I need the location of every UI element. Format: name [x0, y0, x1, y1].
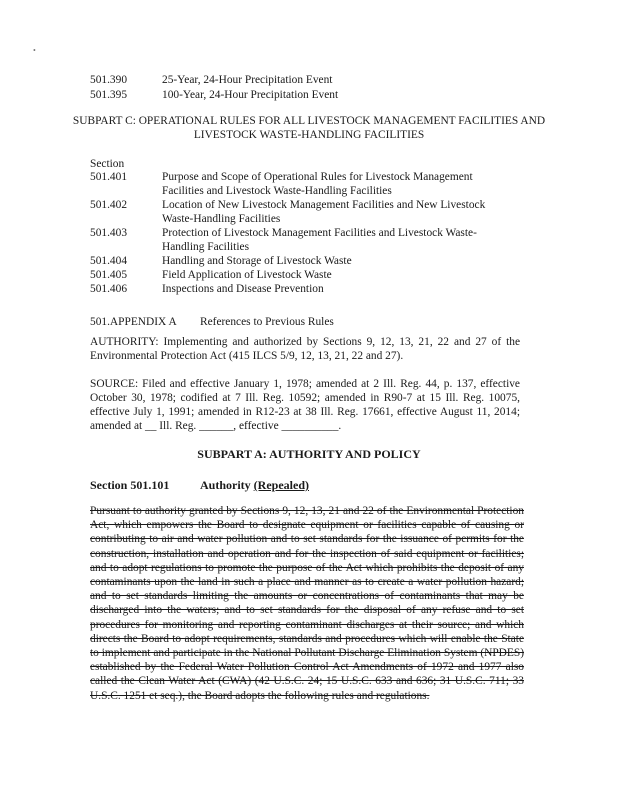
appendix-number: 501.APPENDIX A — [90, 316, 177, 328]
section-number: Section 501.101 — [90, 478, 170, 492]
struck-section-text: Pursuant to authority granted by Sections 9, 12, 13, 21 and 22 of the Environmental Protection Act, which empowers the Board to designate equipment or facilities capable of causing or contributing to air and water pollution and to set standards for the issuance of permits for the construction, installation and operation and for the inspection of said equipment or facilities; and to adopt regulations to promote the purpose of the Act which prohibits the deposit of any contaminants upon the land in such a place and manner as to create a water pollution hazard; and to set standards limiting the amounts or concentrations of contaminants that may be discharged into the waters; and to set standards for the disposal of any refuse and to set procedures for monitoring and reporting contaminant discharges at their source; and which directs the Board to adopt requirements, standards and procedures which will enable the State to implement and participate in the National Pollutant Discharge Elimination System (NPDES) established by the Federal Water Pollution Control Act Amendments of 1972 and 1977 also called the Clean Water Act (CWA) (42 U.S.C. 24; 15 U.S.C. 633 and 636; 31 U.S.C. 711; 33 U.S.C. 1251 et seq.), the Board adopts the following rules and regulations. — [90, 505, 524, 702]
toc-title: Field Application of Livestock Waste — [162, 269, 332, 281]
section-title: Authority — [200, 478, 251, 492]
toc-title: Purpose and Scope of Operational Rules for Livestock Management Facilities and Livestock Waste-Handling Facilities — [162, 171, 473, 197]
toc-row — [90, 198, 520, 226]
subpart-c-toc — [90, 170, 520, 296]
toc-row — [90, 268, 520, 282]
toc-number: 501.401 — [90, 171, 128, 183]
toc-row — [90, 254, 520, 268]
toc-number: 501.390 — [90, 74, 128, 86]
repealed-marker: (Repealed) — [253, 478, 309, 492]
toc-number: 501.406 — [90, 283, 128, 295]
toc-number: 501.404 — [90, 255, 128, 267]
toc-number: 501.405 — [90, 269, 128, 281]
toc-row — [90, 226, 520, 254]
toc-number: 501.403 — [90, 227, 128, 239]
subpart-a-heading: SUBPART A: AUTHORITY AND POLICY — [197, 447, 421, 461]
section-heading — [90, 478, 309, 492]
toc-title: Protection of Livestock Management Facilities and Livestock Waste-Handling Facilities — [162, 227, 477, 253]
toc-title: 25-Year, 24-Hour Precipitation Event — [162, 74, 333, 86]
toc-title: Inspections and Disease Prevention — [162, 283, 324, 295]
toc-title: Handling and Storage of Livestock Waste — [162, 255, 352, 267]
toc-number: 501.402 — [90, 199, 128, 211]
appendix-title: References to Previous Rules — [200, 316, 334, 328]
toc-row — [90, 170, 520, 198]
toc-title: Location of New Livestock Management Facilities and New Livestock Waste-Handling Facilities — [162, 199, 486, 225]
appendix-row — [90, 315, 334, 329]
section-column-header: Section — [90, 158, 125, 170]
source-note: SOURCE: Filed and effective January 1, 1978; amended at 2 Ill. Reg. 44, p. 137, effective October 30, 1978; codified at 7 Ill. Reg. 10592; amended in R90-7 at 15 Ill. Reg. 10075, effective July 1, 1991; amended in R12-23 at 38 Ill. Reg. 17661, effective August 11, 2014; amended at __ Ill. Reg. ______, effective __________. — [90, 378, 520, 432]
toc-row — [90, 282, 520, 296]
subpart-c-heading: SUBPART C: OPERATIONAL RULES FOR ALL LIVESTOCK MANAGEMENT FACILITIES AND LIVESTOCK WASTE-HANDLING FACILITIES — [72, 115, 546, 141]
toc-row — [90, 73, 512, 87]
scan-speck: • — [33, 46, 36, 55]
toc-row — [90, 88, 512, 102]
toc-number: 501.395 — [90, 89, 128, 101]
authority-note: AUTHORITY: Implementing and authorized by Sections 9, 12, 13, 21, 22 and 27 of the Environmental Protection Act (415 ILCS 5/9, 12, 13, 21, 22 and 27). — [90, 336, 520, 362]
toc-title: 100-Year, 24-Hour Precipitation Event — [162, 89, 339, 101]
